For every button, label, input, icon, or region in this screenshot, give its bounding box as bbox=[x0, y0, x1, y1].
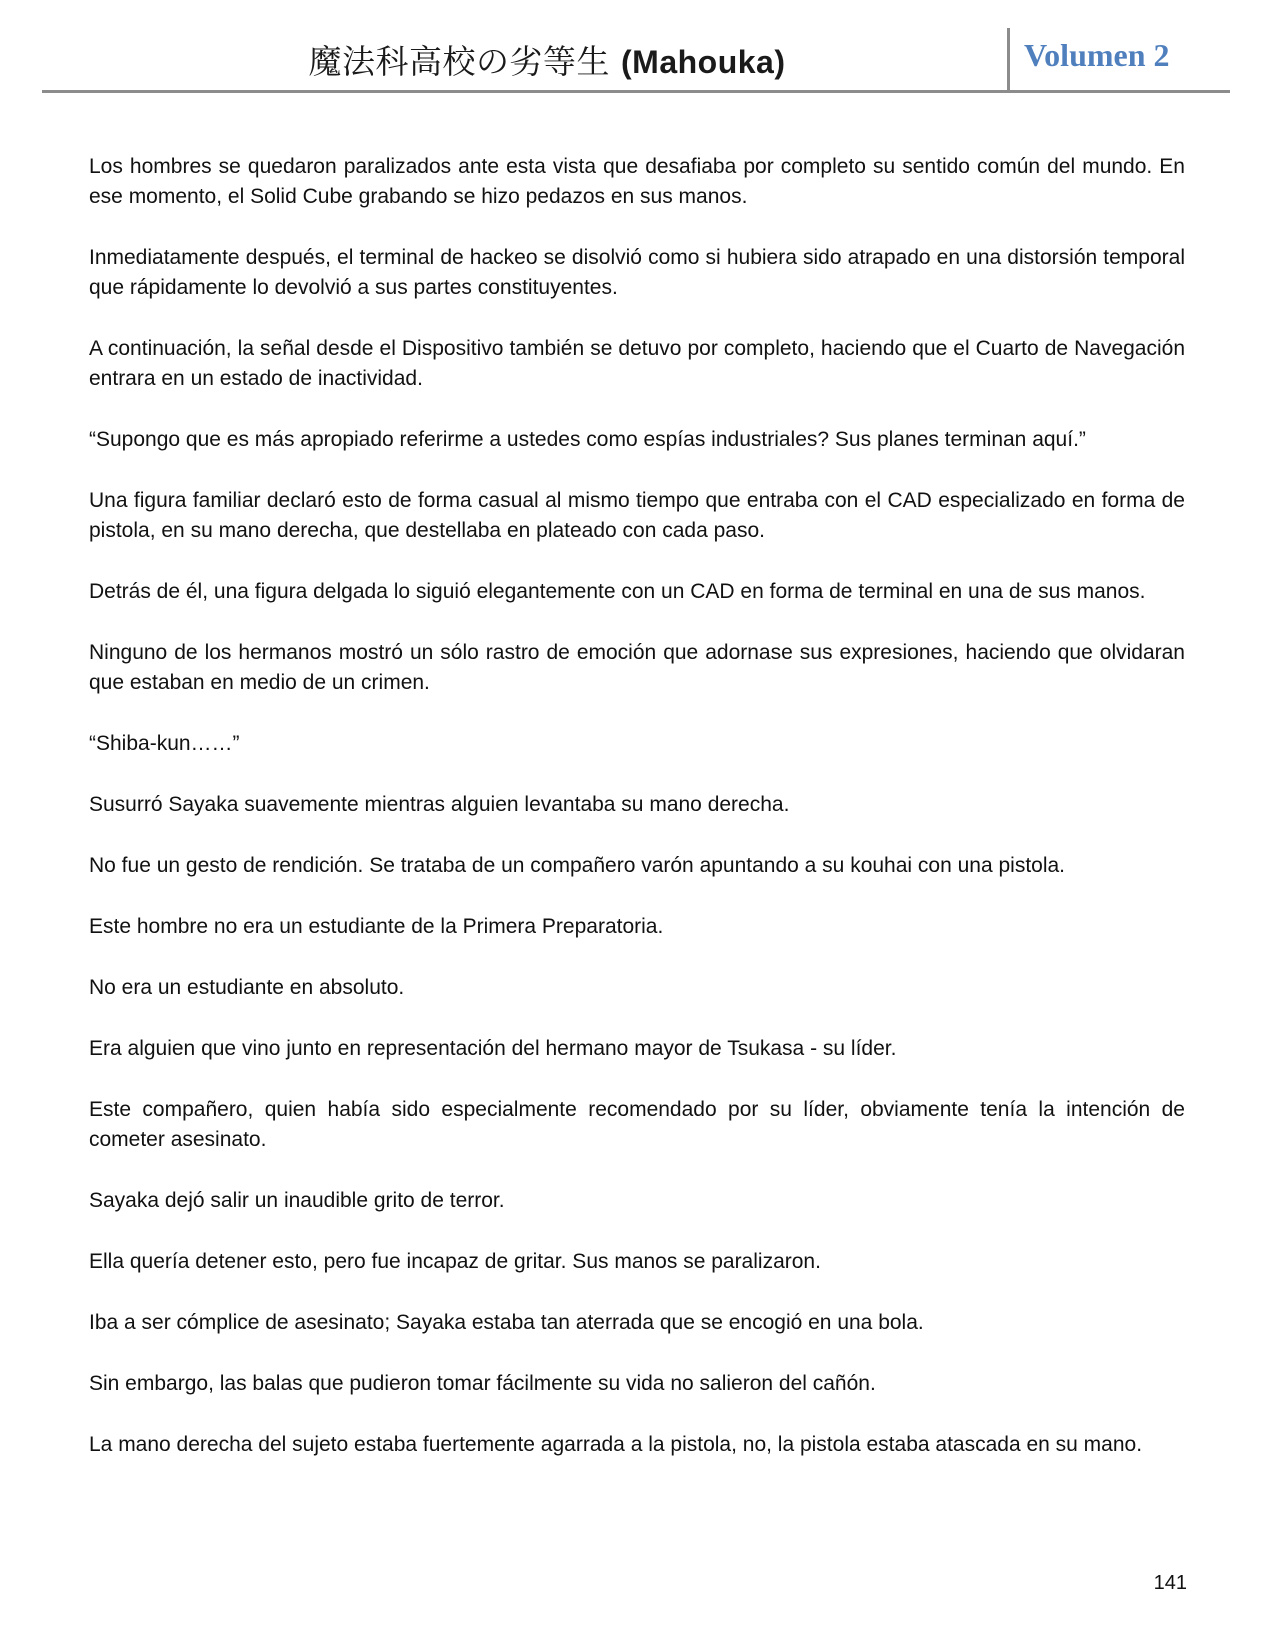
paragraph: Inmediatamente después, el terminal de hackeo se disolvió como si hubiera sido atrapado en una distorsión temporal que rápidamente lo devolvió a sus partes constituyentes. bbox=[89, 246, 1185, 299]
paragraph: No era un estudiante en absoluto. bbox=[89, 976, 405, 999]
paragraph: Sayaka dejó salir un inaudible grito de terror. bbox=[89, 1189, 505, 1212]
paragraph: Los hombres se quedaron paralizados ante esta vista que desafiaba por completo su sentido común del mundo. En ese momento, el Solid Cube grabando se hizo pedazos en sus manos. bbox=[89, 155, 1185, 208]
book-title bbox=[42, 36, 1052, 83]
paragraph: Este hombre no era un estudiante de la Primera Preparatoria. bbox=[89, 915, 664, 938]
paragraph: Susurró Sayaka suavemente mientras alguien levantaba su mano derecha. bbox=[89, 793, 790, 816]
paragraph: La mano derecha del sujeto estaba fuertemente agarrada a la pistola, no, la pistola estaba atascada en su mano. bbox=[89, 1433, 1143, 1456]
header-divider bbox=[1007, 28, 1010, 91]
paragraph: “Supongo que es más apropiado referirme a ustedes como espías industriales? Sus planes terminan aquí.” bbox=[89, 428, 1086, 451]
volume-label: Volumen 2 bbox=[1024, 37, 1170, 73]
paragraph: Una figura familiar declaró esto de forma casual al mismo tiempo que entraba con el CAD especializado en forma de pistola, en su mano derecha, que destellaba en plateado con cada paso. bbox=[89, 489, 1185, 542]
paragraph: Sin embargo, las balas que pudieron tomar fácilmente su vida no salieron del cañón. bbox=[89, 1372, 876, 1395]
book-title-romaji: (Mahouka) bbox=[621, 44, 786, 80]
paragraph: No fue un gesto de rendición. Se trataba de un compañero varón apuntando a su kouhai con una pistola. bbox=[89, 854, 1066, 877]
paragraph: “Shiba-kun……” bbox=[89, 732, 240, 755]
paragraph: A continuación, la señal desde el Dispositivo también se detuvo por completo, haciendo que el Cuarto de Navegación entrara en un estado de inactividad. bbox=[89, 337, 1185, 390]
paragraph: Ella quería detener esto, pero fue incapaz de gritar. Sus manos se paralizaron. bbox=[89, 1250, 821, 1273]
page-header bbox=[42, 28, 1230, 92]
header-rule bbox=[42, 90, 1230, 93]
paragraph: Detrás de él, una figura delgada lo siguió elegantemente con un CAD en forma de terminal en una de sus manos. bbox=[89, 580, 1146, 603]
page-number: 141 bbox=[1153, 1572, 1187, 1594]
book-title-japanese: 魔法科高校の劣等生 bbox=[308, 42, 610, 81]
paragraph: Ninguno de los hermanos mostró un sólo rastro de emoción que adornase sus expresiones, haciendo que olvidaran que estaban en medio de un crimen. bbox=[89, 641, 1185, 694]
paragraph: Este compañero, quien había sido especialmente recomendado por su líder, obviamente tenía la intención de cometer asesinato. bbox=[89, 1098, 1185, 1151]
page-body bbox=[89, 152, 1185, 1491]
paragraph: Iba a ser cómplice de asesinato; Sayaka estaba tan aterrada que se encogió en una bola. bbox=[89, 1311, 924, 1334]
paragraph: Era alguien que vino junto en representación del hermano mayor de Tsukasa - su líder. bbox=[89, 1037, 897, 1060]
